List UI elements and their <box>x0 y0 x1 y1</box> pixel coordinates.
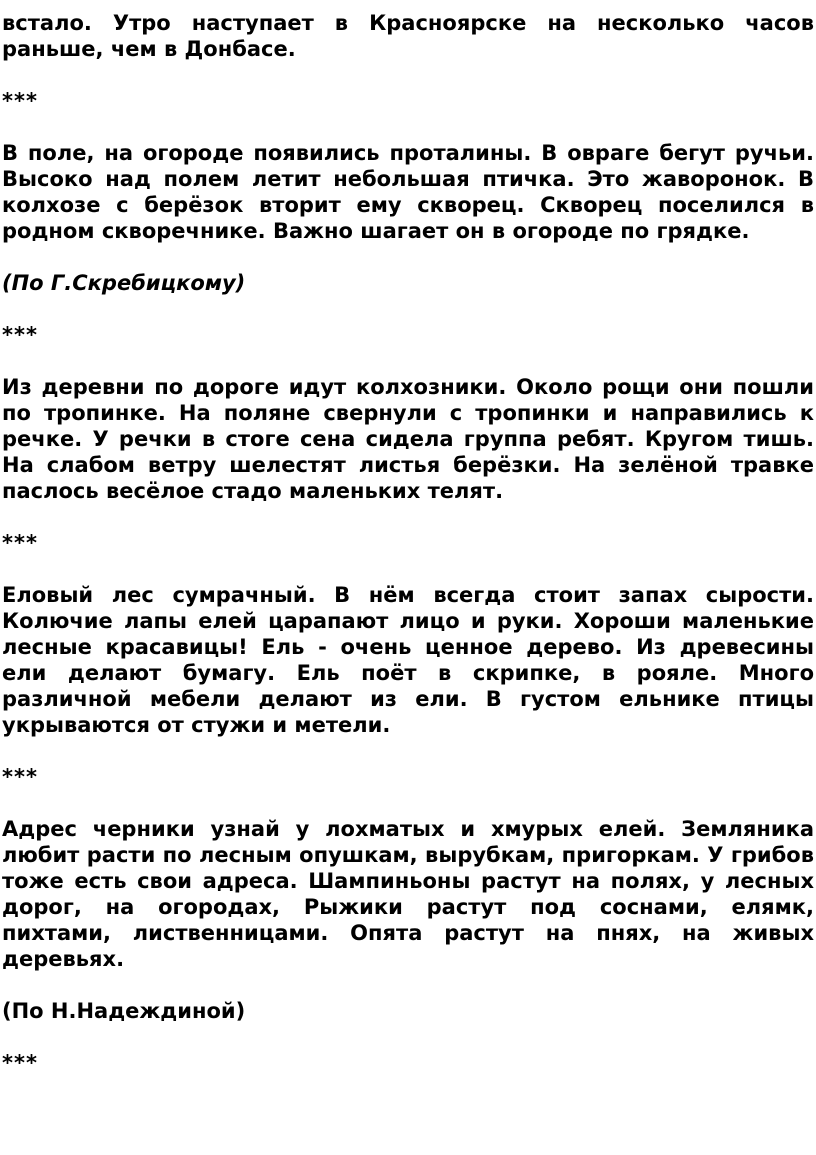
spacer <box>2 504 814 530</box>
separator: *** <box>2 765 38 789</box>
paragraph-spring-field: В поле, на огороде появились проталины. В овраге бегут ручьи. Высоко над полем летит небольшая птичка. Это жаворонок. В колхозе с берёзок вторит ему скворец. Скворец поселился в родном скворечнике. Важно шагает он в огороде по грядке. <box>2 141 814 243</box>
separator: *** <box>2 531 38 555</box>
paragraph-dawn: встало. Утро наступает в Красноярске на несколько часов раньше, чем в Донбасе. <box>2 11 814 61</box>
spacer <box>2 738 814 764</box>
spacer <box>2 296 814 322</box>
paragraph-village-road: Из деревни по дороге идут колхозники. Около рощи они пошли по тропинке. На поляне свернули с тропинки и направились к речке. У речки в стоге сена сидела группа ребят. Кругом тишь. На слабом ветру шелестят листья берёзки. На зелёной травке паслось весёлое стадо маленьких телят. <box>2 375 814 503</box>
spacer <box>2 244 814 270</box>
separator: *** <box>2 1051 38 1075</box>
spacer <box>2 348 814 374</box>
paragraph-berries-mushrooms: Адрес черники узнай у лохматых и хмурых елей. Земляника любит расти по лесным опушкам, вырубкам, пригоркам. У грибов тоже есть свои адреса. Шампиньоны растут на полях, у лесных дорог, на огородах, Рыжики растут под соснами, елямк, пихтами, лиственницами. Опята растут на пнях, на живых деревьях. <box>2 817 814 971</box>
spacer <box>2 790 814 816</box>
spacer <box>2 62 814 88</box>
spacer <box>2 972 814 998</box>
attribution-skrebitsky: (По Г.Скребицкому) <box>2 271 246 295</box>
paragraph-spruce-forest: Еловый лес сумрачный. В нём всегда стоит запах сырости. Колючие лапы елей царапают лицо и руки. Хороши маленькие лесные красавицы! Ель - очень ценное дерево. Из древесины ели делают бумагу. Ель поёт в скрипке, в рояле. Много различной мебели делают из ели. В густом ельнике птицы укрываются от стужи и метели. <box>2 583 814 737</box>
spacer <box>2 114 814 140</box>
attribution-nadezhdina: (По Н.Надеждиной) <box>2 999 246 1023</box>
spacer <box>2 556 814 582</box>
separator: *** <box>2 89 38 113</box>
spacer <box>2 1024 814 1050</box>
separator: *** <box>2 323 38 347</box>
